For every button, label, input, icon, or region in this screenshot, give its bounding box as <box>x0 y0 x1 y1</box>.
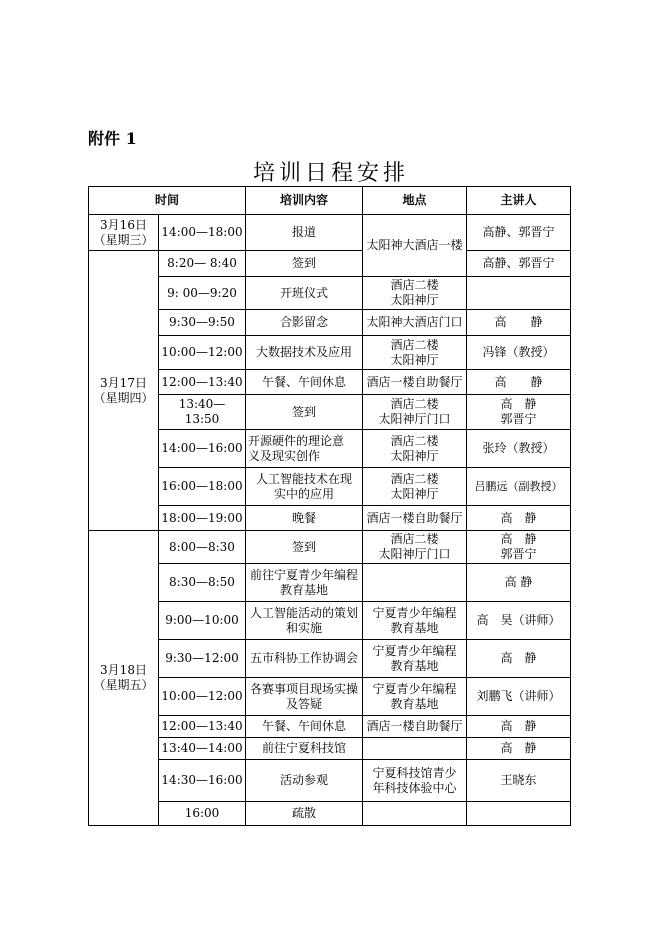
table-row <box>89 395 571 430</box>
table-row <box>89 738 571 760</box>
content-cell: 人工智能技术在现 实中的应用 <box>246 468 363 506</box>
table-row <box>89 370 571 395</box>
date-cell: 3月17日 （星期四） <box>89 251 159 531</box>
page-title: 培训日程安排 <box>252 161 409 186</box>
content-cell: 开源硬件的理论意 义及现实创作 <box>246 430 363 468</box>
content-cell: 午餐、午间休息 <box>246 370 363 395</box>
location-cell: 酒店一楼自助餐厅 <box>363 370 467 395</box>
header-speaker: 主讲人 <box>467 187 571 215</box>
time-cell: 8:00—8:30 <box>159 531 246 564</box>
speaker-cell: 冯锋（教授） <box>467 336 571 370</box>
time-cell: 14:00—16:00 <box>159 430 246 468</box>
time-cell: 16:00 <box>159 802 246 826</box>
table-row <box>89 678 571 716</box>
content-cell: 疏散 <box>246 802 363 826</box>
location-cell <box>363 802 467 826</box>
time-cell: 10:00—12:00 <box>159 336 246 370</box>
time-cell: 10:00—12:00 <box>159 678 246 716</box>
content-cell: 前往宁夏青少年编程 教育基地 <box>246 564 363 602</box>
location-cell: 宁夏青少年编程 教育基地 <box>363 678 467 716</box>
content-cell: 午餐、午间休息 <box>246 716 363 738</box>
content-cell: 前往宁夏科技馆 <box>246 738 363 760</box>
speaker-cell: 高 静 <box>467 564 571 602</box>
time-cell: 16:00—18:00 <box>159 468 246 506</box>
time-cell: 14:30—16:00 <box>159 760 246 802</box>
table-row <box>89 716 571 738</box>
location-cell: 酒店二楼 太阳神厅 <box>363 468 467 506</box>
header-time: 时间 <box>89 187 246 215</box>
content-cell: 活动参观 <box>246 760 363 802</box>
time-cell: 9:00—10:00 <box>159 602 246 640</box>
speaker-cell: 高静、郭晋宁 <box>467 215 571 251</box>
location-cell: 酒店二楼 太阳神厅门口 <box>363 395 467 430</box>
time-cell: 12:00—13:40 <box>159 716 246 738</box>
speaker-cell: 高 静 郭晋宁 <box>467 395 571 430</box>
speaker-cell <box>467 802 571 826</box>
location-cell: 宁夏青少年编程 教育基地 <box>363 602 467 640</box>
table-row <box>89 215 571 251</box>
content-cell: 报道 <box>246 215 363 251</box>
table-row <box>89 506 571 531</box>
content-cell: 签到 <box>246 251 363 277</box>
content-cell: 签到 <box>246 531 363 564</box>
time-cell: 13:40— 13:50 <box>159 395 246 430</box>
table-row <box>89 602 571 640</box>
table-row <box>89 251 571 277</box>
time-cell: 12:00—13:40 <box>159 370 246 395</box>
speaker-cell: 高 静 <box>467 716 571 738</box>
location-cell <box>363 564 467 602</box>
schedule-table <box>88 186 571 826</box>
location-cell: 酒店一楼自助餐厅 <box>363 716 467 738</box>
content-cell: 五市科协工作协调会 <box>246 640 363 678</box>
speaker-cell: 高 静 <box>467 738 571 760</box>
speaker-cell: 吕鹏远（副教授） <box>467 468 571 506</box>
date-cell: 3月18日 （星期五） <box>89 531 159 826</box>
time-cell: 9:30—9:50 <box>159 310 246 336</box>
content-cell: 各赛事项目现场实操 及答疑 <box>246 678 363 716</box>
speaker-cell: 高静、郭晋宁 <box>467 251 571 277</box>
speaker-cell: 高 静 <box>467 310 571 336</box>
content-cell: 开班仪式 <box>246 277 363 310</box>
content-cell: 晚餐 <box>246 506 363 531</box>
speaker-cell: 高 静 <box>467 640 571 678</box>
location-cell: 酒店二楼 太阳神厅 <box>363 277 467 310</box>
header-location: 地点 <box>363 187 467 215</box>
speaker-cell <box>467 277 571 310</box>
time-cell: 9:30—12:00 <box>159 640 246 678</box>
content-cell: 签到 <box>246 395 363 430</box>
table-row <box>89 468 571 506</box>
time-cell: 8:30—8:50 <box>159 564 246 602</box>
speaker-cell: 高 静 郭晋宁 <box>467 531 571 564</box>
content-cell: 大数据技术及应用 <box>246 336 363 370</box>
table-row <box>89 802 571 826</box>
location-cell: 酒店二楼 太阳神厅门口 <box>363 531 467 564</box>
location-cell: 太阳神大酒店门口 <box>363 310 467 336</box>
speaker-cell: 王晓东 <box>467 760 571 802</box>
speaker-cell: 高 静 <box>467 370 571 395</box>
location-cell: 酒店二楼 太阳神厅 <box>363 430 467 468</box>
location-cell: 宁夏青少年编程 教育基地 <box>363 640 467 678</box>
table-header-row <box>89 187 571 215</box>
location-cell: 酒店一楼自助餐厅 <box>363 506 467 531</box>
location-cell: 酒店二楼 太阳神厅 <box>363 336 467 370</box>
speaker-cell: 高 昊（讲师） <box>467 602 571 640</box>
location-cell <box>363 738 467 760</box>
location-cell: 太阳神大酒店一楼 <box>363 215 467 277</box>
table-row <box>89 277 571 310</box>
table-row <box>89 564 571 602</box>
time-cell: 18:00—19:00 <box>159 506 246 531</box>
table-row <box>89 336 571 370</box>
time-cell: 14:00—18:00 <box>159 215 246 251</box>
speaker-cell: 高 静 <box>467 506 571 531</box>
table-row <box>89 760 571 802</box>
header-content: 培训内容 <box>246 187 363 215</box>
content-cell: 人工智能活动的策划 和实施 <box>246 602 363 640</box>
location-cell: 宁夏科技馆青少 年科技体验中心 <box>363 760 467 802</box>
time-cell: 8:20— 8:40 <box>159 251 246 277</box>
attachment-label: 附件 1 <box>88 129 137 148</box>
time-cell: 13:40—14:00 <box>159 738 246 760</box>
table-row <box>89 310 571 336</box>
table-row <box>89 430 571 468</box>
table-row <box>89 531 571 564</box>
content-cell: 合影留念 <box>246 310 363 336</box>
date-cell: 3月16日 （星期三） <box>89 215 159 251</box>
time-cell: 9: 00—9:20 <box>159 277 246 310</box>
table-row <box>89 640 571 678</box>
speaker-cell: 张玲（教授） <box>467 430 571 468</box>
speaker-cell: 刘鹏飞（讲师） <box>467 678 571 716</box>
